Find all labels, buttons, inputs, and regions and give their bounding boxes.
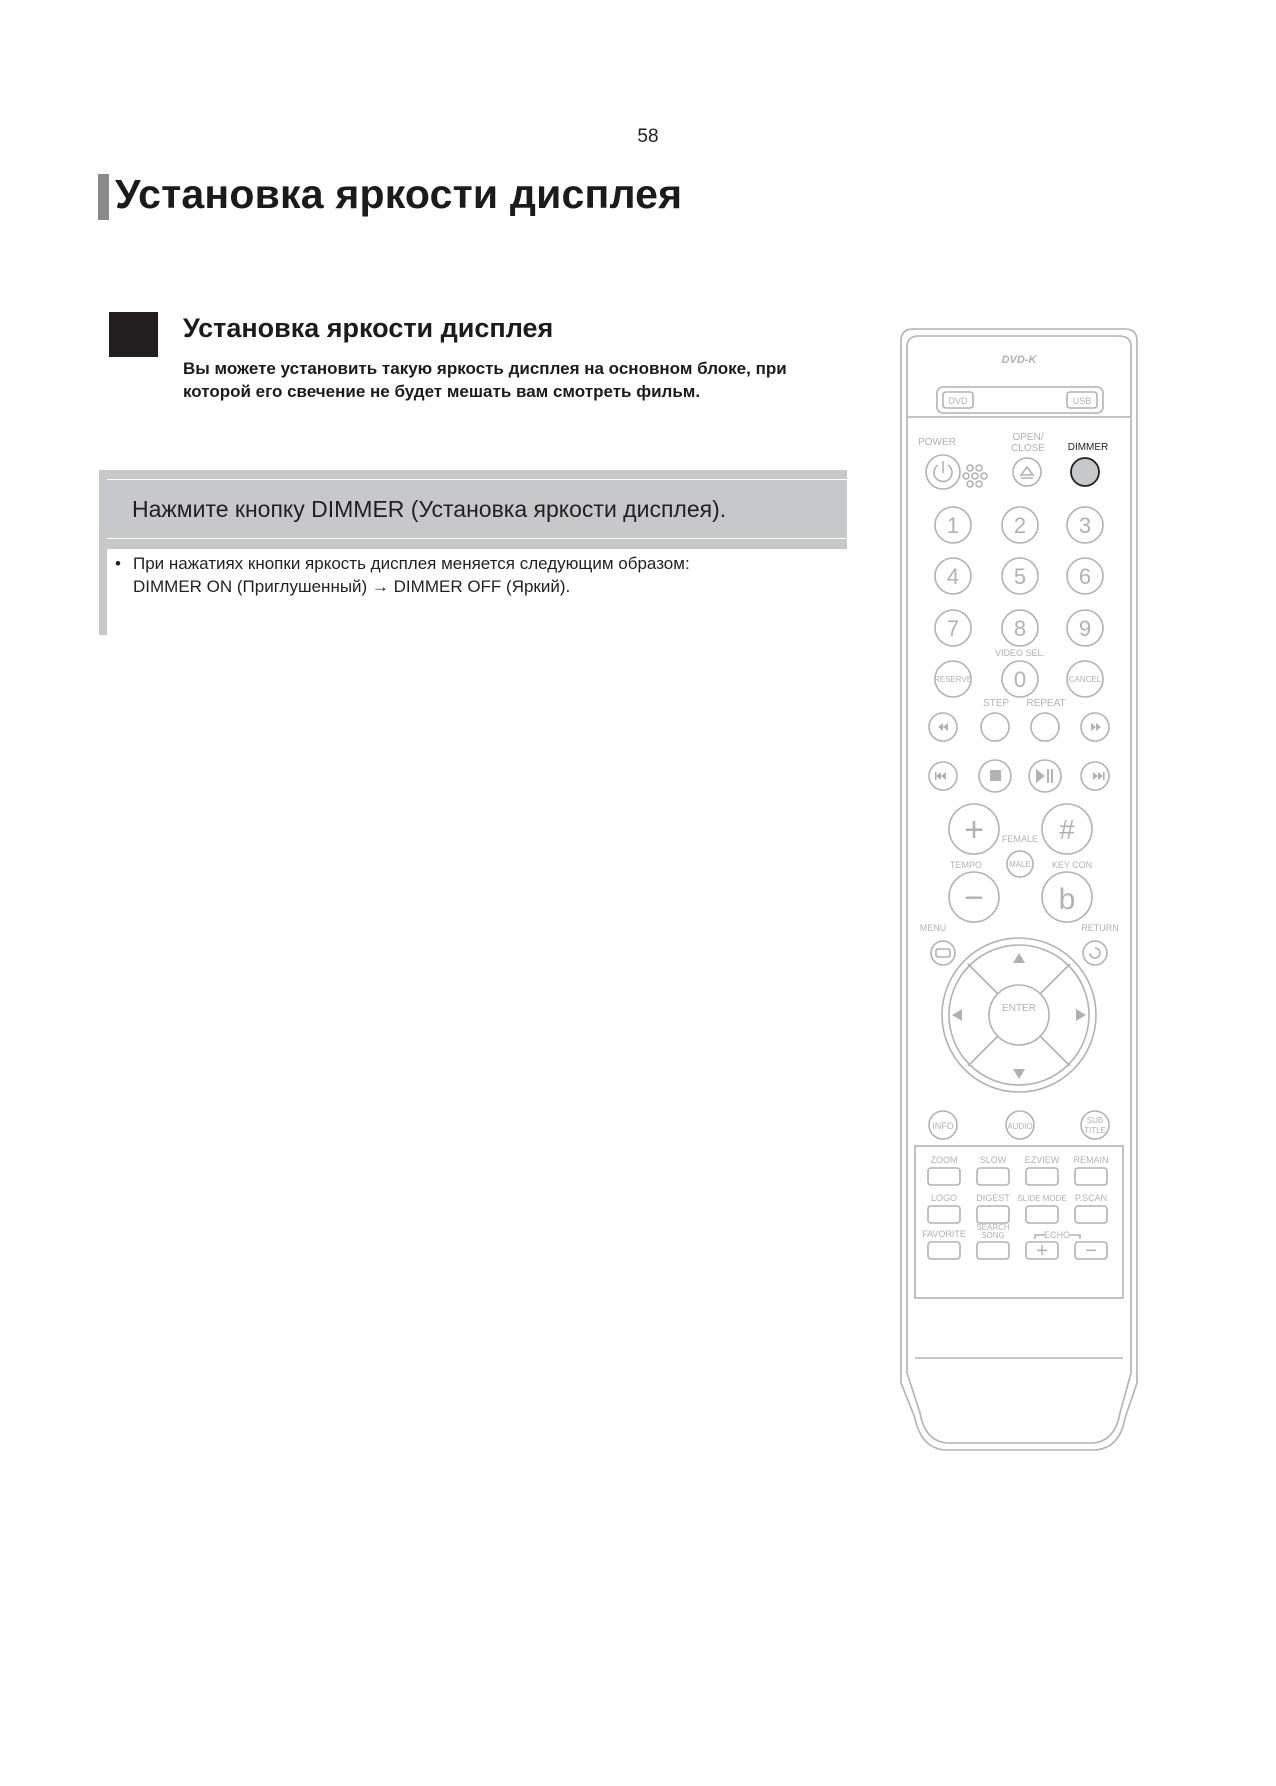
svg-text:KEY CON: KEY CON [1051,860,1093,870]
svg-text:6: 6 [1078,564,1092,589]
svg-text:0: 0 [1013,667,1027,692]
svg-text:RETURN: RETURN [1081,923,1119,933]
svg-text:REMAIN: REMAIN [1073,1155,1109,1165]
repeat-button [1031,713,1059,741]
note [115,552,835,598]
dimmer-button [1071,458,1099,486]
svg-text:DVD: DVD [948,396,968,406]
svg-text:ECHO: ECHO [1043,1230,1071,1240]
svg-text:+: + [964,811,984,849]
svg-text:MALE: MALE [1009,860,1031,869]
svg-text:FAVORITE: FAVORITE [922,1229,966,1239]
note-line-1: При нажатиях кнопки яркость дисплея меняется следующим образом: [133,554,690,573]
step-box-rule-top [107,479,847,480]
svg-text:CLOSE: CLOSE [1011,443,1045,454]
function-panel [915,1146,1123,1298]
svg-text:P.SCAN: P.SCAN [1074,1193,1108,1203]
svg-text:SLIDE MODE: SLIDE MODE [1017,1194,1067,1203]
section-heading: Установка яркости дисплея [183,313,554,343]
svg-text:9: 9 [1078,616,1092,641]
step-button [981,713,1009,741]
svg-text:SLOW: SLOW [979,1155,1007,1165]
note-line-2: DIMMER ON (Приглушенный) → DIMMER OFF (Яркий). [133,577,571,596]
svg-text:SEARCH: SEARCH [976,1223,1010,1232]
svg-text:POWER: POWER [918,437,956,448]
return-button [1083,941,1107,965]
menu-button [931,941,955,965]
svg-text:INFO: INFO [932,1121,954,1131]
svg-text:MENU: MENU [919,923,947,933]
svg-text:3: 3 [1078,513,1092,538]
svg-text:#: # [1059,814,1075,845]
page-number: 58 [637,126,659,147]
remote-logo: DVD-K [1001,354,1037,366]
svg-text:8: 8 [1013,616,1027,641]
remote-body [901,329,1137,1450]
svg-text:STEP: STEP [982,698,1010,709]
svg-text:5: 5 [1013,564,1027,589]
step-box-rule-bottom [107,538,847,539]
svg-text:DIGEST: DIGEST [976,1193,1010,1203]
svg-text:EZVIEW: EZVIEW [1024,1155,1060,1165]
svg-text:b: b [1058,883,1076,916]
section-marker [109,312,158,357]
title-accent-bar [98,174,109,220]
svg-text:+: + [1036,1240,1048,1262]
svg-text:LOGO: LOGO [930,1193,958,1203]
svg-text:ZOOM: ZOOM [930,1155,958,1165]
svg-text:−: − [964,879,984,917]
svg-text:FEMALE: FEMALE [1001,834,1039,844]
svg-text:VIDEO SEL.: VIDEO SEL. [994,648,1046,658]
open-close-button [1013,458,1041,486]
note-bullet: • [115,554,121,573]
svg-text:2: 2 [1013,513,1027,538]
svg-text:AUDIO: AUDIO [1007,1122,1033,1131]
step-side-bar [99,470,107,635]
step-box [107,470,847,549]
svg-text:ENTER: ENTER [1002,1003,1036,1014]
svg-text:RESERVE: RESERVE [933,675,973,684]
svg-text:1: 1 [946,513,960,538]
svg-text:REPEAT: REPEAT [1026,698,1066,709]
svg-text:4: 4 [946,564,960,589]
page-title: Установка яркости дисплея [115,171,683,217]
svg-text:OPEN/: OPEN/ [1012,432,1044,443]
svg-text:−: − [1085,1240,1097,1262]
svg-text:SUB: SUB [1086,1116,1104,1125]
svg-text:USB: USB [1072,396,1092,406]
svg-text:TEMPO: TEMPO [949,860,983,870]
step-instruction: Нажмите кнопку DIMMER (Установка яркости дисплея). [132,496,727,522]
remote-body-inner [907,336,1131,1443]
remote-control-illustration [895,323,1145,1458]
svg-text:7: 7 [946,616,960,641]
dimmer-label: DIMMER [1067,442,1109,453]
svg-text:CANCEL: CANCEL [1068,675,1102,684]
section-description: Вы можете установить такую яркость дисплея на основном блоке, при которой его свечение не будет мешать вам смотреть фильм. [183,359,787,401]
svg-text:TITLE: TITLE [1084,1126,1106,1135]
svg-text:SONG: SONG [981,1231,1005,1240]
